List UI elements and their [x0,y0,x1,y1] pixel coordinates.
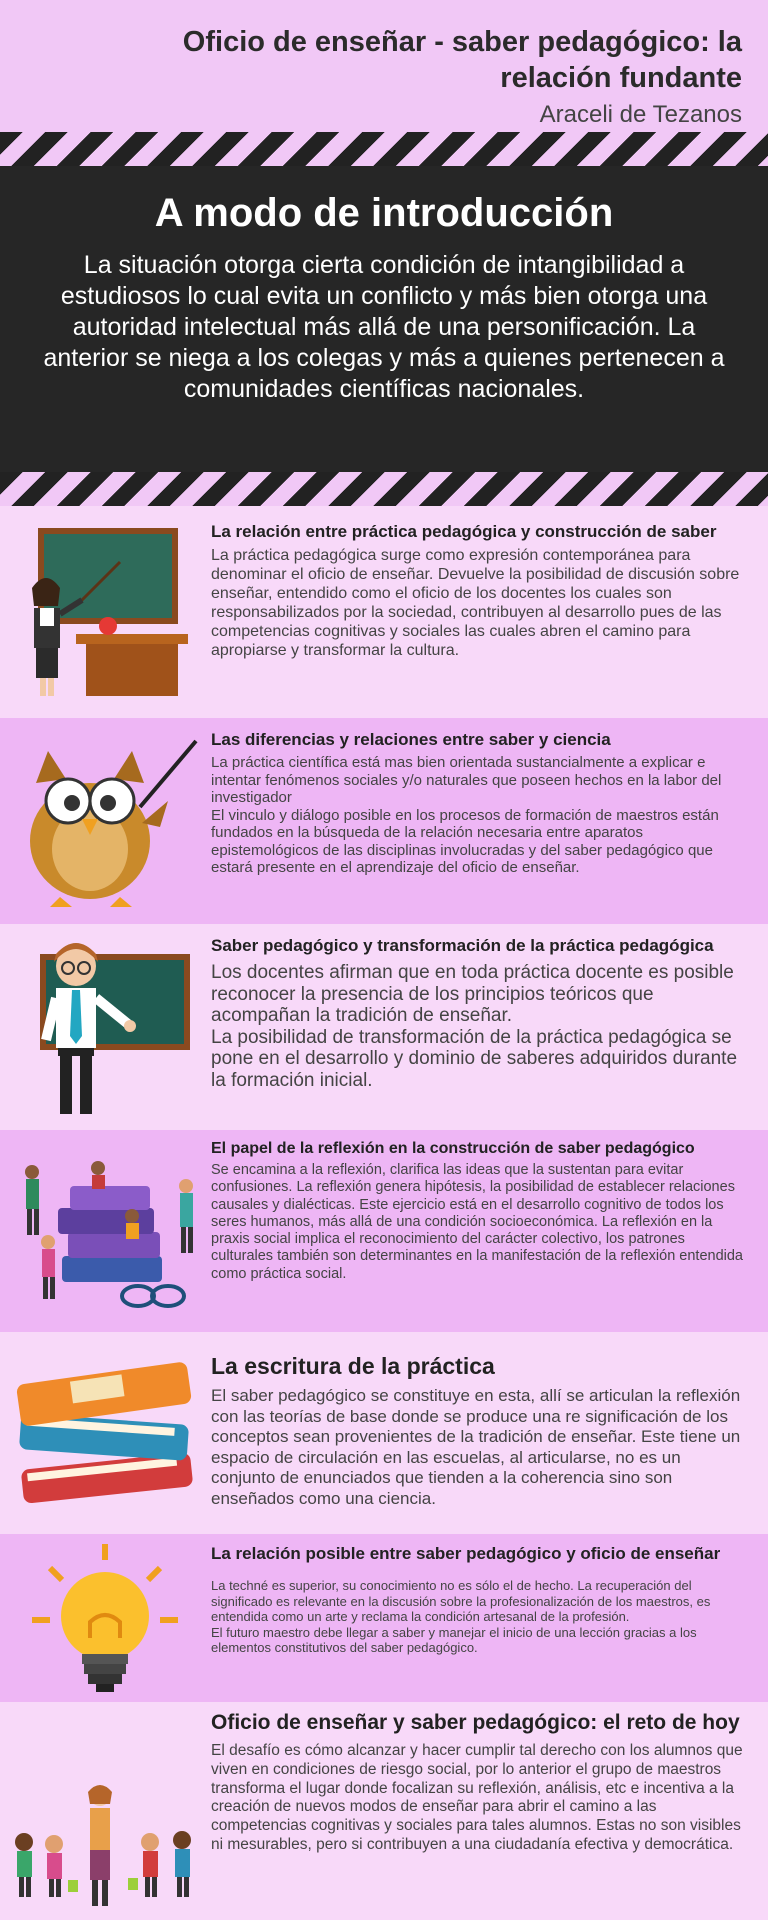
author-name: Araceli de Tezanos [539,101,742,128]
books-stack-icon [10,1353,200,1513]
section-title: La relación posible entre saber pedagógico y oficio de enseñar [211,1544,721,1563]
section-escritura [0,1332,768,1534]
students-books-icon [10,1146,200,1316]
section-practica-saber [0,506,768,718]
section-body: Los docentes afirman que en toda práctica docente es posible reconocer la presencia de los principios teóricos que acompañan la tradición de enseñar. La posibilidad de transformación de la práctica pedagógica se pone en el desarrollo y dominio de saberes adquiridos durante la formación inicial. [211,962,738,1091]
lightbulb-icon [10,1538,200,1698]
section-saber-ciencia [0,718,768,924]
intro-title: A modo de introducción [154,191,614,235]
section-relacion-posible [0,1534,768,1702]
owl-teacher-icon [10,731,200,911]
section-body: El desafío es cómo alcanzar y hacer cumplir tal derecho con los alumnos que viven en condiciones de riesgo social, por lo anterior el grupo de maestros transforma el lugar donde focalizan su reflexión, análisis, etc e incentiva a la creación de nuevos modos de enseñar para abrir el camino a las competencias cognitivas y sociales para tales alumnos. Estas no son visibles ni mesurables, pero si contribuyen a una ciudadanía efectiva y democrática. [211,1742,743,1853]
section-title: Oficio de enseñar y saber pedagógico: el reto de hoy [211,1711,740,1734]
teacher-chalkboard-icon [10,522,200,702]
section-title: Saber pedagógico y transformación de la práctica pedagógica [211,936,714,955]
section-body: Se encamina a la reflexión, clarifica las ideas que la sustentan para evitar confusiones. La reflexión genera hipótesis, la posibilidad de establecer relaciones causales y dialécticas. Este ejercicio está en el desarrollo cognitivo de todos los seres humanos, más allá de una condición socioeconómica. La reflexión en la praxis social implica el reconocimiento del carácter colectivo, los patrones culturales también son determinantes en la manifestación de la reflexión entendida como práctica social. [211,1162,743,1282]
section-body: La práctica pedagógica surge como expresión contemporánea para denominar el oficio de enseñar. Devuelve la posibilidad de discusión sobre enseñar, entendido como el oficio de los docentes los cuales son responsabilizados por la sociedad, contribuyen al desarrollo pues de las competencias cognitivas y sociales las cuales abren el camino para apropiarse y transformar la cultura. [211,547,740,659]
section-title: El papel de la reflexión en la construcción de saber pedagógico [211,1140,695,1157]
header [0,0,768,132]
section-title: La escritura de la práctica [211,1353,495,1379]
male-teacher-icon [10,932,200,1122]
section-body: La práctica científica está mas bien orientada sustancialmente a explicar e intentar fenómenos sociales y/o naturales que poseen hechos en la labor del investigador El vinculo y diálogo posible en los procesos de formación de maestros están fundados en la búsqueda de la relación necesaria entre aparatos epistemológicos de las disciplinas involucradas y del saber pedagógico que estará presente en el aprendizaje del oficio de enseñar. [211,754,722,876]
page-title: Oficio de enseñar - saber pedagógico: la relación fundante [182,26,742,94]
stripe-divider-bottom [0,472,768,506]
section-title: La relación entre práctica pedagógica y construcción de saber [211,522,717,541]
section-title: Las diferencias y relaciones entre saber y ciencia [211,730,611,749]
stripe-divider-top [0,132,768,166]
intro-block [0,166,768,472]
section-body: El saber pedagógico se constituye en esta, allí se articulan la reflexión con las teorías de base donde se produce una re significación de los conceptos sean provenientes de la tradición de enseñar. Este tiene un espacio de circulación en las escuelas, al articularse, no es un conjunto de enunciados que tienden a la coherencia sino son enseñados como una ciencia. [211,1386,741,1508]
section-body: La techné es superior, su conocimiento no es sólo el de hecho. La recuperación del significado es relevante en la discusión sobre la profesionalización de los maestros, es entendida como un arte y reclama la condición artesanal de la profesión. El futuro maestro debe llegar a saber y manejar el inicio de una lección gracias a los elementos constitutivos del saber pedagógico. [211,1578,711,1655]
section-reflexion [0,1130,768,1332]
section-transformacion [0,924,768,1130]
intro-text: La situación otorga cierta condición de intangibilidad a estudiosos lo cual evita un conflicto y más bien otorga una autoridad intelectual más allá de una personificación. La anterior se niega a los colegas y más a quienes pertenecen a comunidades científicas nacionales. [43,251,725,403]
children-teacher-icon [10,1782,200,1912]
section-reto-de-hoy [0,1702,768,1920]
